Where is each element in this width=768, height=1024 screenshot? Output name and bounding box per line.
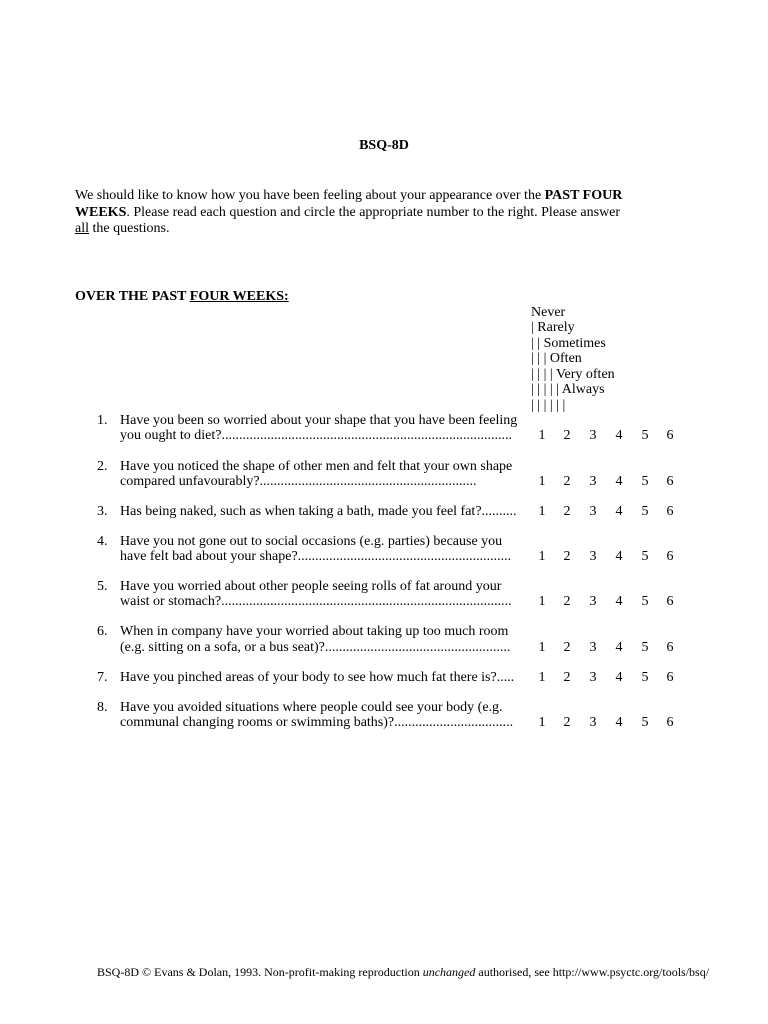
footer-text: BSQ-8D © Evans & Dolan, 1993. Non-profit-making reproduction [97,965,423,979]
intro-text: We should like to know how you have been feeling about your appearance over the [75,188,545,203]
question-number: 4. [97,534,108,549]
question-text: have felt bad about your shape?............................................................. [120,549,512,564]
question-text: When in company have your worried about taking up too much room [120,624,509,639]
question-text: Have you worried about other people seeing rolls of fat around your [120,579,502,594]
scale-label-never: Never [531,305,566,320]
response-option[interactable]: 2 [563,474,571,489]
question-text: Have you been so worried about your shape that you have been feeling [120,413,518,428]
response-option[interactable]: 4 [615,715,623,730]
response-option[interactable]: 5 [641,428,649,443]
heading-prefix: OVER THE PAST [75,289,190,304]
response-row [530,504,680,520]
response-option[interactable]: 2 [563,715,571,730]
response-option[interactable]: 1 [538,474,546,489]
scale-label-often: | | | Often [531,351,582,366]
response-option[interactable]: 4 [615,549,623,564]
response-option[interactable]: 5 [641,594,649,609]
section-heading [75,289,289,305]
response-option[interactable]: 6 [666,549,674,564]
response-option[interactable]: 5 [641,504,649,519]
response-option[interactable]: 4 [615,428,623,443]
response-option[interactable]: 2 [563,504,571,519]
response-row [530,715,680,731]
response-option[interactable]: 4 [615,474,623,489]
question-number: 8. [97,700,108,715]
question-number: 6. [97,624,108,639]
scale-label-always: | | | | | Always [531,382,605,397]
response-option[interactable]: 3 [589,549,597,564]
question-text: you ought to diet?................................................................................... [120,428,512,443]
response-option[interactable]: 1 [538,504,546,519]
response-option[interactable]: 6 [666,474,674,489]
copyright-footer [97,965,709,980]
response-option[interactable]: 5 [641,715,649,730]
response-option[interactable]: 2 [563,428,571,443]
response-option[interactable]: 1 [538,594,546,609]
response-option[interactable]: 6 [666,504,674,519]
response-option[interactable]: 4 [615,594,623,609]
question-text: waist or stomach?................................................................................... [120,594,512,609]
response-option[interactable]: 5 [641,670,649,685]
response-option[interactable]: 3 [589,715,597,730]
page-title: BSQ-8D [359,138,409,153]
response-option[interactable]: 1 [538,428,546,443]
response-option[interactable]: 2 [563,640,571,655]
response-option[interactable]: 3 [589,474,597,489]
scale-label-rarely: | Rarely [531,320,575,335]
response-option[interactable]: 3 [589,504,597,519]
footer-text: authorised, see http://www.psyctc.org/tools/bsq/ [475,965,710,979]
scale-label-sometimes: | | Sometimes [531,336,606,351]
response-option[interactable]: 5 [641,549,649,564]
question-number: 7. [97,670,108,685]
question-text: Have you not gone out to social occasions (e.g. parties) because you [120,534,503,549]
question-text: Have you avoided situations where people could see your body (e.g. [120,700,503,715]
response-option[interactable]: 6 [666,715,674,730]
response-option[interactable]: 1 [538,640,546,655]
response-option[interactable]: 6 [666,428,674,443]
question-number: 3. [97,504,108,519]
response-option[interactable]: 2 [563,670,571,685]
response-option[interactable]: 4 [615,504,623,519]
question-text: compared unfavourably?.............................................................. [120,474,477,489]
question-text: Has being naked, such as when taking a bath, made you feel fat?.......... [120,504,517,519]
response-option[interactable]: 1 [538,715,546,730]
intro-emphasis: PAST FOUR [544,188,623,203]
response-option[interactable]: 1 [538,549,546,564]
response-option[interactable]: 1 [538,670,546,685]
footer-italic: unchanged [422,965,476,979]
response-option[interactable]: 5 [641,640,649,655]
question-text: (e.g. sitting on a sofa, or a bus seat)?..................................................... [120,640,511,655]
response-option[interactable]: 3 [589,594,597,609]
response-row [530,474,680,490]
heading-underlined: FOUR WEEKS: [189,289,289,304]
intro-text: . Please read each question and circle the appropriate number to the right. Please answer [126,204,621,220]
response-row [530,670,680,686]
question-number: 2. [97,459,108,474]
intro-emphasis: WEEKS [75,204,127,220]
response-option[interactable]: 5 [641,474,649,489]
response-option[interactable]: 3 [589,640,597,655]
response-row [530,428,680,444]
response-option[interactable]: 2 [563,549,571,564]
question-text: Have you pinched areas of your body to see how much fat there is?..... [120,670,515,685]
response-option[interactable]: 6 [666,594,674,609]
response-option[interactable]: 4 [615,670,623,685]
question-number: 5. [97,579,108,594]
intro-text: the questions. [89,221,170,236]
response-option[interactable]: 3 [589,670,597,685]
question-number: 1. [97,413,108,428]
scale-label-ticks: | | | | | | [531,398,566,413]
response-option[interactable]: 3 [589,428,597,443]
response-option[interactable]: 6 [666,670,674,685]
response-row [530,549,680,565]
question-text: Have you noticed the shape of other men and felt that your own shape [120,459,513,474]
response-row [530,594,680,610]
intro-underlined: all [75,221,89,236]
response-option[interactable]: 6 [666,640,674,655]
response-option[interactable]: 4 [615,640,623,655]
response-option[interactable]: 2 [563,594,571,609]
instructions-paragraph [75,188,695,238]
response-row [530,640,680,656]
question-text: communal changing rooms or swimming baths)?.................................. [120,715,514,730]
scale-label-very-often: | | | | Very often [531,367,615,382]
